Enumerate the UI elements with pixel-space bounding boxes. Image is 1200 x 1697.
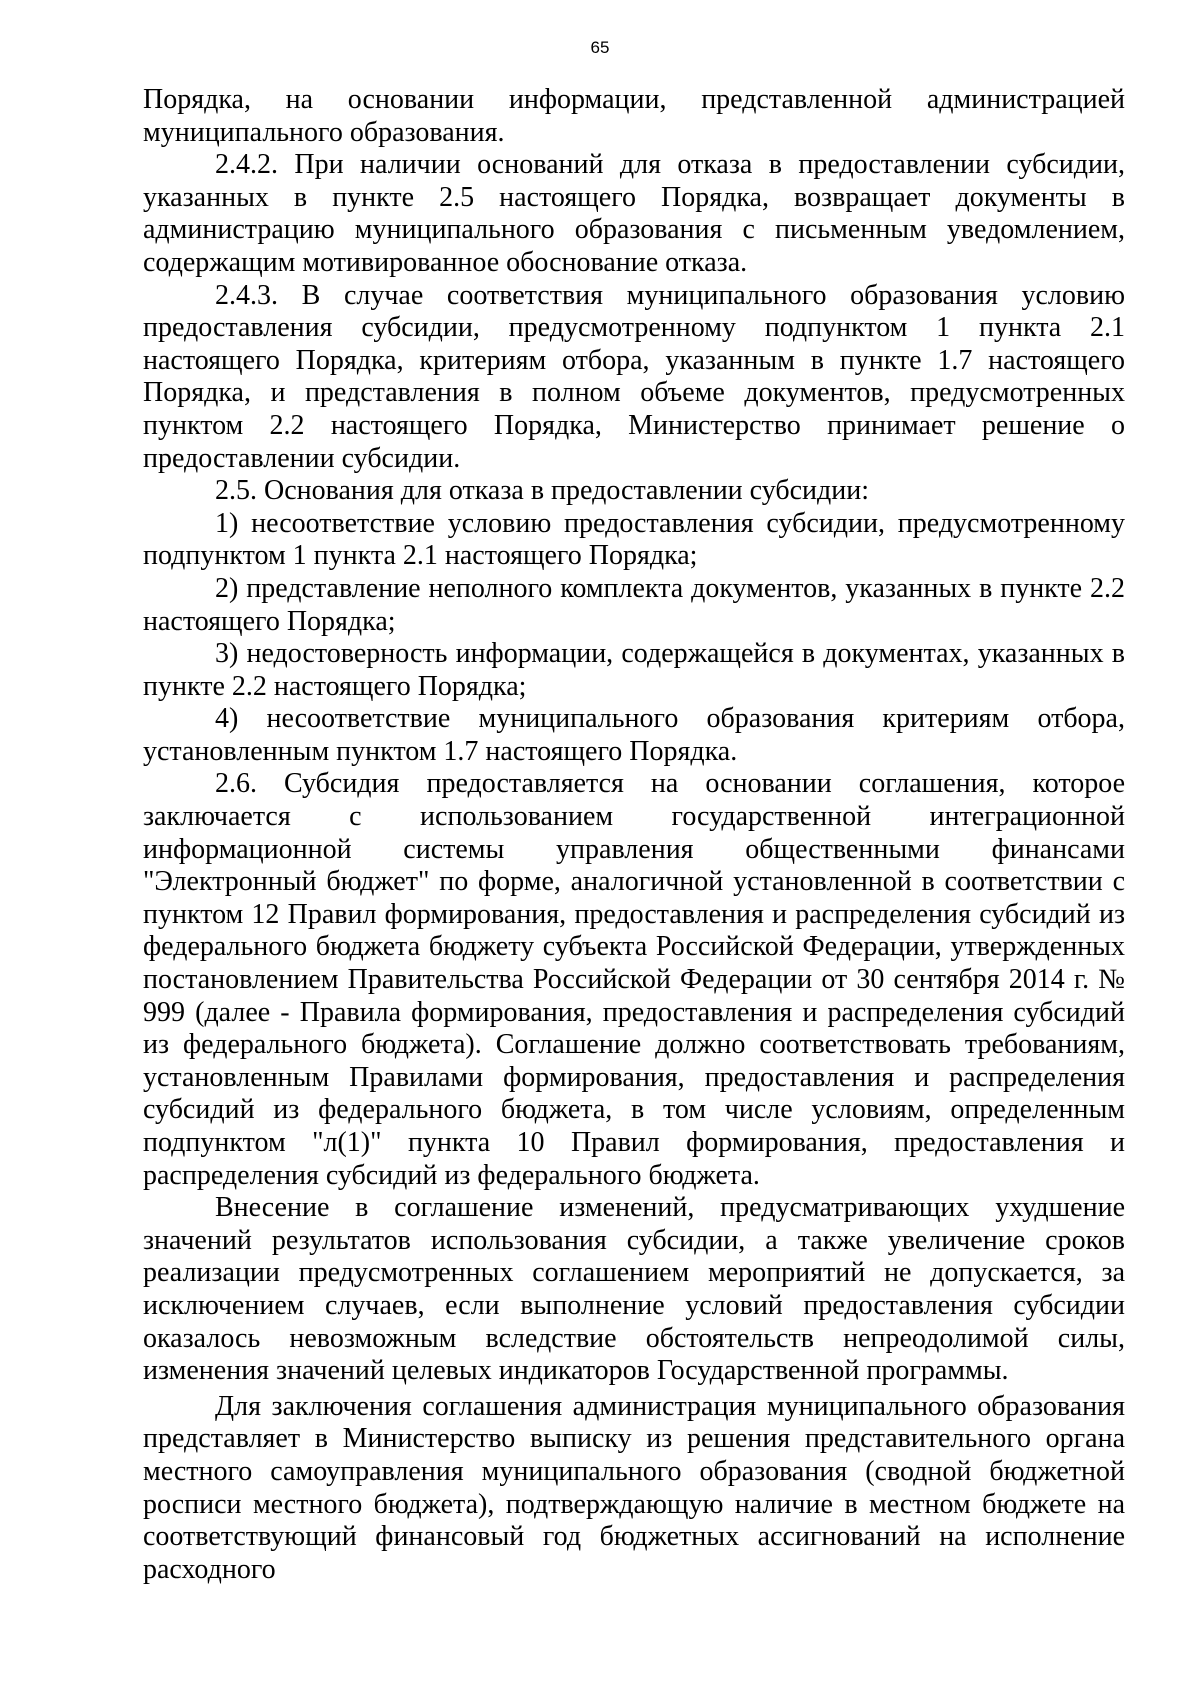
list-item-2-5-3: 3) недостоверность информации, содержащейся в документах, указанных в пункте 2.2 настоящего Порядка; [143, 638, 1125, 702]
document-body [143, 84, 1125, 1586]
paragraph-2-5: 2.5. Основания для отказа в предоставлении субсидии: [215, 475, 870, 507]
paragraph-2-4-3: 2.4.3. В случае соответствия муниципального образования условию предоставления субсидии, предусмотренному подпунктом 1 пункта 2.1 настоящего Порядка, критериям отбора, указанным в пункте 1.7 настоящего Порядка, и представления в полном объеме документов, предусмотренных пунктом 2.2 настоящего Порядка, Министерство принимает решение о предоставлении субсидии. [143, 279, 1125, 474]
paragraph-conclusion: Для заключения соглашения администрация муниципального образования представляет в Министерство выписку из решения представительного органа местного самоуправления муниципального образования (сводной бюджетной росписи местного бюджета), подтверждающую наличие в местном бюджете на соответствующий финансовый год бюджетных ассигнований на исполнение расходного [143, 1390, 1125, 1585]
page-number: 65 [590, 38, 610, 57]
paragraph-amendments: Внесение в соглашение изменений, предусматривающих ухудшение значений результатов использования субсидии, а также увеличение сроков реализации предусмотренных соглашением мероприятий не допускается, за исключением случаев, если выполнение условий предоставления субсидии оказалось невозможным вследствие обстоятельств непреодолимой силы, изменения значений целевых индикаторов Государственной программы. [143, 1192, 1125, 1387]
list-item-2-5-1: 1) несоответствие условию предоставления субсидии, предусмотренному подпунктом 1 пункта 2.1 настоящего Порядка; [143, 507, 1125, 572]
paragraph-continuation: Порядка, на основании информации, представленной администрацией муниципального образования. [143, 84, 1125, 148]
paragraph-2-4-2: 2.4.2. При наличии оснований для отказа в предоставлении субсидии, указанных в пункте 2.5 настоящего Порядка, возвращает документы в администрацию муниципального образования с письменным уведомлением, содержащим мотивированное обоснование отказа. [143, 149, 1125, 278]
list-item-2-5-4: 4) несоответствие муниципального образования критериям отбора, установленным пунктом 1.7 настоящего Порядка. [143, 703, 1125, 767]
paragraph-2-6: 2.6. Субсидия предоставляется на основании соглашения, которое заключается с использованием государственной интеграционной информационной системы управления общественными финансами "Электронный бюджет" по форме, аналогичной установленной в соответствии с пунктом 12 Правил формирования, предоставления и распределения субсидий из федерального бюджета бюджету субъекта Российской Федерации, утвержденных постановлением Правительства Российской Федерации от 30 сентября 2014 г. № 999 (далее - Правила формирования, предоставления и распределения субсидий из федерального бюджета). Соглашение должно соответствовать требованиям, установленным Правилами формирования, предоставления и распределения субсидий из федерального бюджета, в том числе условиям, определенным подпунктом "л(1)" пункта 10 Правил формирования, предоставления и распределения субсидий из федерального бюджета. [143, 768, 1125, 1191]
list-item-2-5-2: 2) представление неполного комплекта документов, указанных в пункте 2.2 настоящего Порядка; [143, 572, 1125, 637]
